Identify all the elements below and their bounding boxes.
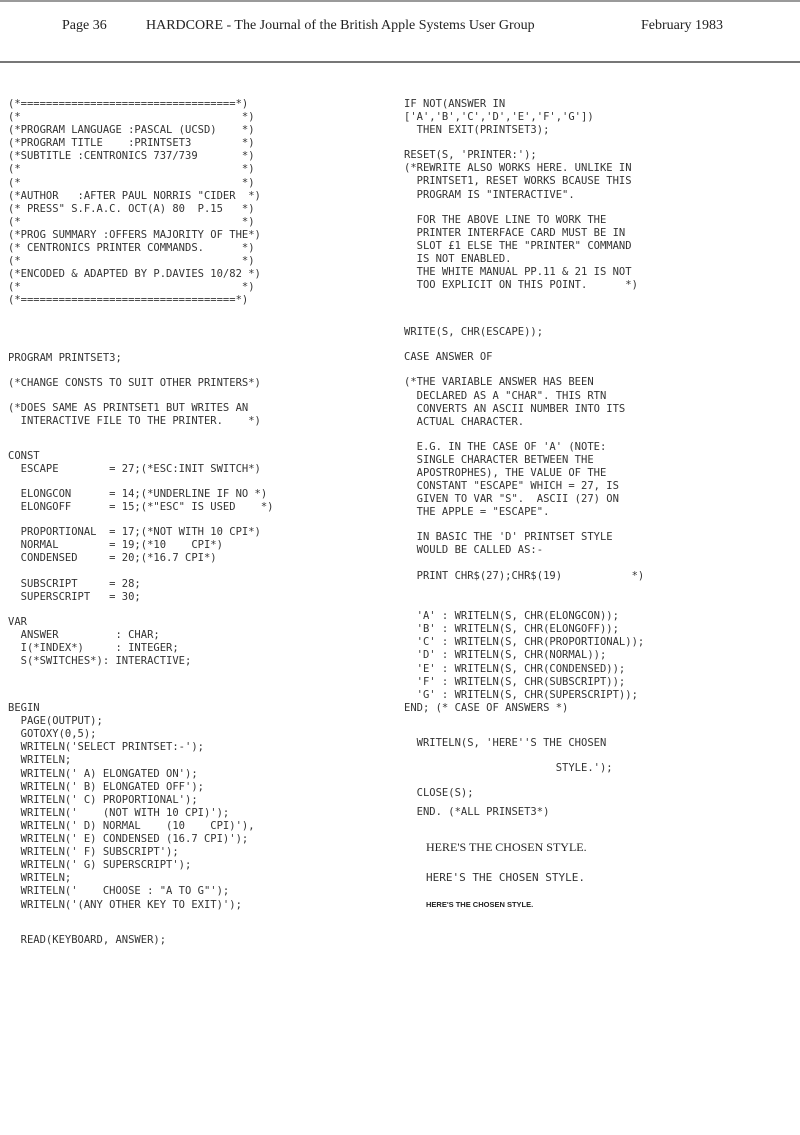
code-line: END. (*ALL PRINSET3*) — [404, 805, 550, 818]
line-gap — [404, 364, 796, 376]
code-line: (* *) — [8, 255, 255, 268]
issue-date: February 1983 — [641, 18, 724, 33]
output-sample-condensed: HERE'S THE CHOSEN STYLE. — [426, 899, 534, 909]
code-line: WRITELN(' A) ELONGATED ON'); — [8, 767, 198, 780]
line-gap — [8, 390, 392, 402]
line-gap — [8, 668, 392, 690]
line-gap — [8, 330, 392, 352]
code-line: E.G. IN THE CASE OF 'A' (NOTE: — [404, 440, 607, 453]
code-line: WRITELN('SELECT PRINTSET:-'); — [8, 741, 204, 754]
code-line: (* CENTRONICS PRINTER COMMANDS. *) — [8, 242, 255, 255]
line-gap — [404, 558, 796, 570]
code-line: SUBSCRIPT = 28; — [8, 577, 141, 590]
code-line: 'C' : WRITELN(S, CHR(PROPORTIONAL)); — [404, 636, 645, 649]
code-line: PRINT CHR$(27);CHR$(19) *) — [404, 569, 645, 582]
code-line: END; (* CASE OF ANSWERS *) — [404, 701, 569, 714]
code-line: (*THE VARIABLE ANSWER HAS BEEN — [404, 376, 594, 389]
code-line: NORMAL = 19;(*10 CPI*) — [8, 539, 223, 552]
code-line: 'E' : WRITELN(S, CHR(CONDENSED)); — [404, 662, 626, 675]
header-rule — [0, 61, 800, 63]
code-line: INTERACTIVE FILE TO THE PRINTER. *) — [8, 414, 261, 427]
code-line: WRITELN(' G) SUPERSCRIPT'); — [8, 859, 192, 872]
line-gap — [8, 365, 392, 377]
code-line: (*SUBTITLE :CENTRONICS 737/739 *) — [8, 150, 255, 163]
code-line: WRITELN(' CHOOSE : "A TO G"'); — [8, 885, 230, 898]
code-line: WRITELN(' E) CONDENSED (16.7 CPI)'); — [8, 833, 249, 846]
code-line: ACTUAL CHARACTER. — [404, 415, 525, 428]
code-line: PROGRAM PRINTSET3; — [8, 351, 122, 364]
code-line: CONVERTS AN ASCII NUMBER INTO ITS — [404, 402, 626, 415]
code-line: WRITELN('(ANY OTHER KEY TO EXIT)'); — [8, 898, 242, 911]
line-gap — [404, 314, 796, 326]
code-line: CASE ANSWER OF — [404, 351, 493, 364]
code-line: S(*SWITCHES*): INTERACTIVE; — [8, 655, 192, 667]
code-line: 'A' : WRITELN(S, CHR(ELONGCON)); — [404, 610, 619, 623]
code-line: PRINTSET1, RESET WORKS BCAUSE THIS — [404, 175, 632, 188]
code-line: WRITELN(' F) SUBSCRIPT'); — [8, 846, 179, 859]
code-line: GOTOXY(0,5); — [8, 728, 97, 741]
code-line: 'B' : WRITELN(S, CHR(ELONGOFF)); — [404, 623, 619, 636]
code-line: WRITELN(' (NOT WITH 10 CPI)'); — [8, 806, 230, 819]
code-line: CONDENSED = 20;(*16.7 CPI*) — [8, 552, 217, 565]
code-line: DECLARED AS A "CHAR". THIS RTN — [404, 389, 607, 402]
line-gap — [404, 137, 796, 149]
line-gap — [404, 715, 796, 737]
code-line: ESCAPE = 27;(*ESC:INIT SWITCH*) — [8, 462, 261, 475]
code-line: (* *) — [8, 163, 255, 176]
code-line: APOSTROPHES), THE VALUE OF THE — [404, 466, 607, 479]
line-gap — [8, 428, 392, 450]
code-line: SUPERSCRIPT = 30; — [8, 590, 141, 603]
code-line: 'G' : WRITELN(S, CHR(SUPERSCRIPT)); — [404, 688, 638, 701]
code-line: (* *) — [8, 111, 255, 124]
code-line: (*PROG SUMMARY :OFFERS MAJORITY OF THE*) — [8, 228, 261, 241]
code-line: IS NOT ENABLED. — [404, 252, 512, 265]
code-line: (*CHANGE CONSTS TO SUIT OTHER PRINTERS*) — [8, 376, 261, 389]
code-line: SINGLE CHARACTER BETWEEN THE — [404, 453, 594, 466]
code-line: (*REWRITE ALSO WORKS HERE. UNLIKE IN — [404, 162, 632, 175]
code-line: WRITELN(' B) ELONGATED OFF'); — [8, 780, 204, 793]
code-line: WRITELN(' D) NORMAL (10 CPI)'), — [8, 819, 255, 832]
code-line: BEGIN — [8, 702, 40, 715]
line-gap — [404, 519, 796, 531]
code-line: VAR — [8, 615, 27, 628]
code-line: PROPORTIONAL = 17;(*NOT WITH 10 CPI*) — [8, 526, 261, 539]
code-line: (* PRESS" S.F.A.C. OCT(A) 80 P.15 *) — [8, 202, 255, 215]
code-line: THEN EXIT(PRINTSET3); — [404, 124, 550, 137]
line-gap — [404, 429, 796, 441]
code-line: SLOT £1 ELSE THE "PRINTER" COMMAND — [404, 239, 632, 252]
code-line: CLOSE(S); — [404, 787, 474, 800]
code-line: PAGE(OUTPUT); — [8, 715, 103, 728]
code-line: (*ENCODED & ADAPTED BY P.DAVIES 10/82 *) — [8, 268, 261, 281]
code-line: ELONGCON = 14;(*UNDERLINE IF NO *) — [8, 488, 268, 501]
code-line: THE WHITE MANUAL PP.11 & 21 IS NOT — [404, 266, 632, 279]
line-gap — [8, 514, 392, 526]
journal-title: HARDCORE - The Journal of the British Apple Systems User Group — [146, 18, 535, 33]
line-gap — [404, 202, 796, 214]
code-line: ANSWER : CHAR; — [8, 628, 160, 641]
code-line: WRITELN(' C) PROPORTIONAL'); — [8, 793, 198, 806]
page-number: Page 36 — [62, 18, 107, 33]
code-line: 'F' : WRITELN(S, CHR(SUBSCRIPT)); — [404, 675, 626, 688]
code-line: PRINTER INTERFACE CARD MUST BE IN — [404, 226, 626, 239]
code-line: WOULD BE CALLED AS:- — [404, 544, 544, 557]
code-line: ELONGOFF = 15;(*"ESC" IS USED *) — [8, 501, 274, 514]
line-gap — [404, 339, 796, 351]
line-gap — [404, 750, 796, 762]
code-line: STYLE.'); — [404, 761, 613, 774]
line-gap — [8, 476, 392, 488]
output-sample-normal: HERE'S THE CHOSEN STYLE. — [426, 870, 585, 884]
page-header — [0, 0, 800, 62]
code-line: WRITELN; — [8, 754, 72, 767]
line-gap — [8, 690, 392, 702]
code-line: (*PROGRAM TITLE :PRINTSET3 *) — [8, 137, 255, 150]
code-line: (*AUTHOR :AFTER PAUL NORRIS "CIDER *) — [8, 189, 261, 202]
line-gap — [8, 566, 392, 578]
code-line: FOR THE ABOVE LINE TO WORK THE — [404, 213, 607, 226]
line-gap — [8, 308, 392, 330]
right-code-lines — [404, 98, 796, 819]
code-line: CONSTANT "ESCAPE" WHICH = 27, IS — [404, 480, 619, 493]
code-line: PROGRAM IS "INTERACTIVE". — [404, 188, 575, 201]
left-code-column — [8, 98, 392, 947]
code-line: I(*INDEX*) : INTEGER; — [8, 641, 179, 654]
code-line: IN BASIC THE 'D' PRINTSET STYLE — [404, 531, 613, 544]
line-gap — [8, 912, 392, 934]
code-line: (*DOES SAME AS PRINTSET1 BUT WRITES AN — [8, 401, 249, 414]
code-line: (*==================================*) — [8, 294, 249, 307]
line-gap — [404, 775, 796, 787]
code-line: WRITELN; — [8, 872, 72, 885]
line-gap — [8, 604, 392, 616]
code-line: IF NOT(ANSWER IN — [404, 98, 506, 110]
code-line: CONST — [8, 449, 40, 462]
code-line: (*PROGRAM LANGUAGE :PASCAL (UCSD) *) — [8, 124, 255, 137]
code-line: RESET(S, 'PRINTER:'); — [404, 149, 537, 162]
code-line: 'D' : WRITELN(S, CHR(NORMAL)); — [404, 649, 607, 662]
code-line: (* *) — [8, 176, 255, 189]
top-edge-line — [0, 0, 800, 2]
code-line: WRITELN(S, 'HERE''S THE CHOSEN — [404, 736, 607, 749]
code-line: ['A','B','C','D','E','F','G']) — [404, 111, 594, 124]
code-line: (*==================================*) — [8, 98, 249, 110]
code-line: THE APPLE = "ESCAPE". — [404, 506, 550, 519]
code-line: WRITE(S, CHR(ESCAPE)); — [404, 326, 544, 339]
code-line: TOO EXPLICIT ON THIS POINT. *) — [404, 279, 638, 292]
code-line: GIVEN TO VAR "S". ASCII (27) ON — [404, 493, 619, 506]
code-line: (* *) — [8, 215, 255, 228]
line-gap — [404, 583, 796, 605]
code-line: (* *) — [8, 281, 255, 294]
right-code-column — [404, 98, 796, 912]
line-gap — [404, 292, 796, 314]
code-line: READ(KEYBOARD, ANSWER); — [8, 933, 167, 946]
output-sample-elongated: HERE'S THE CHOSEN STYLE. — [426, 839, 587, 854]
